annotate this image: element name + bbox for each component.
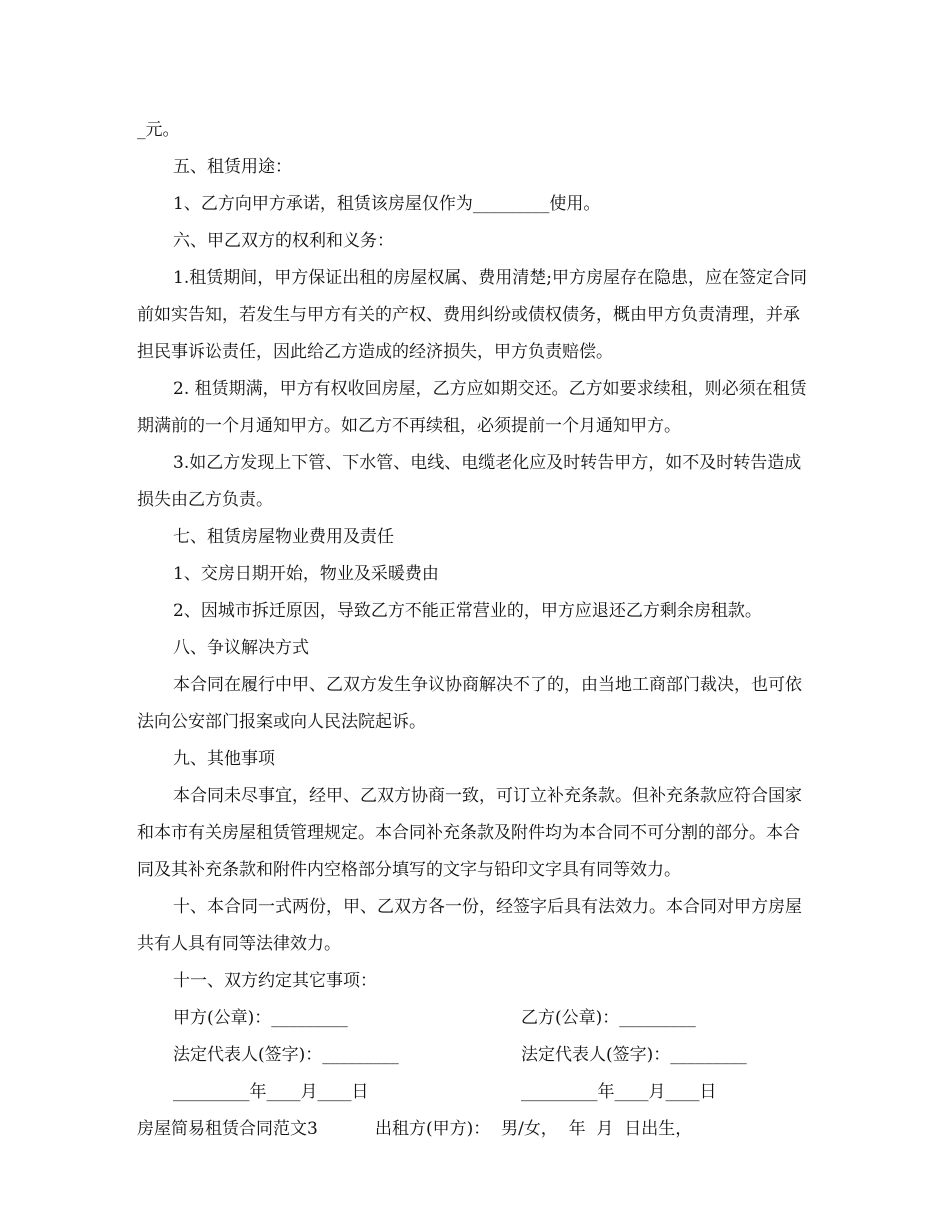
party-a-seal: 甲方(公章)：_________ — [173, 1008, 348, 1028]
signature-date-row — [137, 1074, 813, 1111]
section-6-title: 六、甲乙双方的权利和义务： — [173, 231, 394, 251]
party-a-representative: 法定代表人(签字)：_________ — [173, 1045, 399, 1065]
section-10-body: 十、本合同一式两份，甲、乙双方各一份，经签字后具有法效力。本合同对甲方房屋共有人具有同等法律效力。 — [137, 897, 802, 954]
section-9-title: 九、其他事项 — [173, 749, 275, 769]
section-11-title: 十一、双方约定其它事项： — [173, 971, 377, 991]
document-body — [137, 112, 813, 1148]
section-8-title: 八、争议解决方式 — [173, 638, 309, 658]
section-7-title: 七、租赁房屋物业费用及责任 — [173, 527, 394, 547]
signature-rep-row — [137, 1037, 813, 1074]
section-6-item-2: 2. 租赁期满，甲方有权收回房屋，乙方应如期交还。乙方如要求续租，则必须在租赁期满前的一个月通知甲方。如乙方不再续租，必须提前一个月通知甲方。 — [137, 379, 807, 436]
party-b-representative: 法定代表人(签字)：_________ — [521, 1045, 747, 1065]
section-7-item-1: 1、交房日期开始，物业及采暖费由 — [173, 564, 439, 584]
section-6-item-3: 3.如乙方发现上下管、下水管、电线、电缆老化应及时转告甲方，如不及时转告造成损失由乙方负责。 — [137, 453, 802, 510]
signature-seal-row — [137, 1000, 813, 1037]
paragraph-line-start: _元。 — [137, 120, 180, 140]
section-6-item-1: 1.租赁期间，甲方保证出租的房屋权属、费用清楚;甲方房屋存在隐患，应在签定合同前如实告知，若发生与甲方有关的产权、费用纠纷或债权债务，概由甲方负责清理，并承担民事诉讼责任，因此给乙方造成的经济损失，甲方负责赔偿。 — [137, 268, 807, 362]
party-b-seal: 乙方(公章)：_________ — [521, 1008, 696, 1028]
section-5-title: 五、租赁用途： — [173, 157, 292, 177]
section-8-body: 本合同在履行中甲、乙双方发生争议协商解决不了的，由当地工商部门裁决，也可依法向公安部门报案或向人民法院起诉。 — [137, 675, 802, 732]
party-a-date: _________年____月____日 — [173, 1082, 369, 1102]
party-b-date: _________年____月____日 — [521, 1082, 717, 1102]
next-contract-title: 房屋简易租赁合同范文3 — [137, 1119, 318, 1139]
section-5-item-1: 1、乙方向甲方承诺，租赁该房屋仅作为_________使用。 — [173, 194, 601, 214]
next-contract-header-row — [137, 1111, 813, 1148]
section-7-item-2: 2、因城市拆迁原因，导致乙方不能正常营业的，甲方应退还乙方剩余房租款。 — [173, 601, 762, 621]
section-9-body: 本合同未尽事宜，经甲、乙双方协商一致，可订立补充条款。但补充条款应符合国家和本市有关房屋租赁管理规定。本合同补充条款及附件均为本合同不可分割的部分。本合同及其补充条款和附件内空格部分填写的文字与铅印文字具有同等效力。 — [137, 786, 802, 880]
next-contract-lessor: 出租方(甲方)： 男/女， 年 月 日出生， — [375, 1119, 693, 1139]
